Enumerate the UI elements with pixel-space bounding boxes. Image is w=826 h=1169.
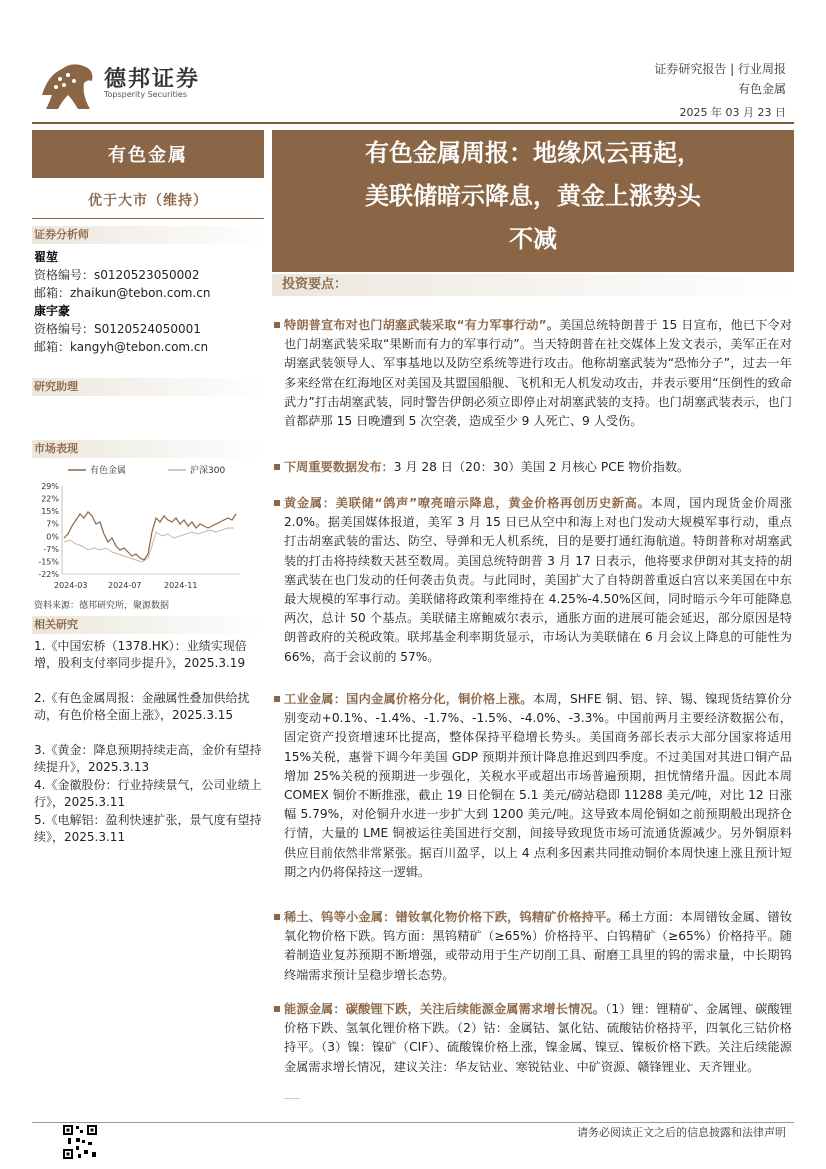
legend-series-1: 有色金属 xyxy=(90,466,127,476)
paragraph-text: 本周，SHFE 铜、铝、锌、锡、镍现货结算价分别变动+0.1%、-1.4%、-1.7%、-1.5%、-4.0%、-3.3%。中国前两月主要经济数据公布，固定资产投资增速环比提高，整体保持平稳增长势头。美国商务部长表示大部分国家将适用 15%关税，惠誉下调今年美国 GDP 预期并预计降息推迟到四季度。不过美国对其进口铜产品增加 25%关税的预期进一步强化，关税水平或超出市场普遍预期，担忧情绪升温。因此本周 COMEX 铜价不断推涨，截止 19 日伦铜在 5.1 美元/磅站稳即 11288 美元/吨，对比 12 日涨幅 5.79%，对伦铜升水进一步扩大到 1200 美元/吨。这导致本周伦铜如之前预期般出现挤仓行情，大量的 LME 铜被运往美国进行交割，间接导致现货市场可流通货源减少。另外铜原料供应目前依然非常紧张。据百川盈孚，以上 4 点利多因素共同推动铜价本周快速上涨且预计短期之内仍将保持这一逻辑。 xyxy=(284,692,792,879)
legend-series-2: 沪深300 xyxy=(190,466,226,476)
qr-code-icon[interactable] xyxy=(62,1124,98,1160)
y-tick: 29% xyxy=(41,482,59,491)
y-tick: 22% xyxy=(41,494,59,504)
assistant-heading: 研究助理 xyxy=(32,378,266,396)
bullet-icon xyxy=(274,914,280,920)
paragraph-lead: 特朗普宣布对也门胡塞武装采取“有力军事行动”。 xyxy=(284,318,560,332)
paragraph-military xyxy=(284,316,792,431)
header-industry: 有色金属 xyxy=(737,82,786,96)
report-date: 2025 年 03 月 23 日 xyxy=(679,106,786,119)
analyst-name: 翟堃 xyxy=(34,250,59,264)
analyst-block-2 xyxy=(34,302,208,356)
paragraph-gold xyxy=(284,494,792,667)
y-axis-ticks xyxy=(38,482,59,579)
rating-label: 优于大市（维持） xyxy=(88,193,208,209)
bullet-icon xyxy=(274,1006,280,1012)
rating-divider xyxy=(32,218,264,219)
related-heading: 相关研究 xyxy=(32,616,266,634)
hs300-line xyxy=(64,528,234,562)
bullet-icon xyxy=(274,696,280,702)
key-points-heading: 投资要点： xyxy=(272,274,794,296)
paragraph-text: （1）锂：锂精矿、金属锂、碳酸锂价格下跌、氢氧化锂价格下跌。（2）钴：金属钴、氯化钴、硫酸钴价格持平，四氧化三钴价格持平。（3）镍：镍矿（CIF）、硫酸镍价格上涨，镍金属、镍豆、镍板价格下跌。关注后续能源金属需求增长情况，建议关注：华友钴业、寒锐钴业、中矿资源、赣锋锂业、天齐锂业。 xyxy=(284,1002,793,1074)
title-line: 不减 xyxy=(509,225,557,253)
paragraph-energy-metals xyxy=(284,1000,792,1077)
paragraph-text: 美国总统特朗普于 15 日宣布，他已下令对也门胡塞武装采取“果断而有力的军事行动”。当天特朗普在社交媒体上发文表示，美军正在对胡塞武装领导人、军事基地以及防空系统等进行攻击。他称胡塞武装为“恐怖分子”，过去一年多来经常在红海地区对美国及其盟国船舰、飞机和无人机发动攻击，并表示要用“压倒性的致命武力”打击胡塞武装，同时警告伊朗必须立即停止对胡塞武装的支持。也门胡塞武装表示，也门首都萨那 15 日晚遭到 5 次空袭，造成至少 9 人死亡、9 人受伤。 xyxy=(284,318,792,429)
y-tick: 15% xyxy=(41,507,59,517)
y-tick: -15% xyxy=(38,557,59,567)
analyst-email[interactable]: 邮箱：kangyh@tebon.com.cn xyxy=(34,340,209,354)
paragraph-data-release xyxy=(284,458,792,477)
paragraph-industrial-metals xyxy=(284,690,792,882)
analyst-block-1 xyxy=(34,248,211,302)
y-tick: -22% xyxy=(38,570,59,579)
paragraph-lead: 下周重要数据发布： xyxy=(284,460,394,474)
bullet-icon xyxy=(274,500,280,506)
paragraph-text: 3 月 28 日（20：30）美国 2 月核心 PCE 物价指数。 xyxy=(393,460,690,474)
related-item[interactable]: 2.《有色金属周报：金融属性叠加供给扰动，有色价格全面上涨》，2025.3.15 xyxy=(34,691,250,722)
paragraph-lead: 稀土、钨等小金属：镨钕氧化物价格下跌，钨精矿价格持平。 xyxy=(284,910,619,924)
paragraph-text: 本周，国内现货金价周涨 2.0%。据美国媒体报道，美军 3 月 15 日已从空中和海上对也门发动大规模军事行动，重点打击胡塞武装的雷达、防空、导弹和无人机系统，目的是要打通红海航道。特朗普称对胡塞武装的打击将持续数天甚至数周。美国总统特朗普 3 月 17 日表示，他将要求伊朗对其支持的胡塞武装在也门发动的任何袭击负责。与此同时，美国扩大了自特朗普重返白宫以来美国在中东最大规模的军事行动。美联储将政策利率维持在 4.25%-4.50%区间，同时暗示今年可能降息两次，总计 50 个基点。美联储主席鲍威尔表示，通胀方面的进展可能会延迟，部分原因是特朗普政府的关税政策。联邦基金利率期货显示，市场认为美联储在 6 月会议上降息的可能性为 66%，高于会议前的 57%。 xyxy=(284,496,792,664)
paragraph-lead: 黄金属：美联储“鸽声”嘹亮暗示降息，黄金价格再创历史新高。 xyxy=(284,496,651,510)
related-item[interactable]: 1.《中国宏桥（1378.HK）：业绩实现倍增，股利支付率同步提升》，2025.3.19 xyxy=(34,639,247,670)
y-tick: -7% xyxy=(43,544,59,554)
paragraph-minor-metals xyxy=(284,908,792,985)
end-mark xyxy=(284,1098,300,1099)
market-performance-chart xyxy=(30,462,266,592)
header-divider xyxy=(32,122,794,124)
sector-badge: 有色金属 xyxy=(32,130,264,178)
logo-text-cn: 德邦证券 xyxy=(104,67,201,92)
bullet-icon xyxy=(274,322,280,328)
related-item[interactable]: 3.《黄金：降息预期持续走高，金价有望持续提升》，2025.3.13 xyxy=(34,743,262,774)
footer-divider xyxy=(32,1122,794,1123)
paragraph-lead: 能源金属：碳酸锂下跌，关注后续能源金属需求增长情况。 xyxy=(284,1002,606,1016)
chart-source: 资料来源：德邦研究所，聚源数据 xyxy=(34,601,170,611)
x-tick: 2024-07 xyxy=(108,581,142,590)
related-item[interactable]: 5.《电解铝：盈利快速扩张，景气度有望持续》，2025.3.11 xyxy=(34,813,262,844)
bullet-icon xyxy=(274,464,280,470)
report-title xyxy=(272,130,794,272)
logo-text-en: Topsperity Securities xyxy=(104,90,188,99)
analyst-cert: 资格编号：S0120524050001 xyxy=(34,322,201,336)
footer-disclaimer: 请务必阅读正文之后的信息披露和法律声明 xyxy=(577,1126,786,1139)
analyst-name: 康宇豪 xyxy=(34,304,71,318)
x-tick: 2024-11 xyxy=(164,581,198,590)
analyst-cert: 资格编号：s0120523050002 xyxy=(34,268,200,282)
paragraph-text: 稀土方面：本周镨钕金属、镨钕氧化物价格下跌。钨方面：黑钨精矿（≥65%）价格持平、白钨精矿（≥65%）价格持平。随着制造业复苏预期不断增强，或带动用于生产切削工具、耐磨工具里的钨的需求量，中长期钨终端需求预计呈稳步增长态势。 xyxy=(284,910,793,982)
analyst-email[interactable]: 邮箱：zhaikun@tebon.com.cn xyxy=(34,286,211,300)
title-line: 美联储暗示降息，黄金上涨势头 xyxy=(365,182,701,210)
company-logo-icon xyxy=(38,55,96,113)
market-heading: 市场表现 xyxy=(32,440,266,458)
related-item[interactable]: 4.《金徽股份：行业持续景气，公司业绩上行》，2025.3.11 xyxy=(34,778,262,809)
analyst-heading: 证券分析师 xyxy=(32,226,266,244)
title-line: 有色金属周报：地缘风云再起， xyxy=(365,139,701,167)
y-tick: 0% xyxy=(46,532,59,542)
paragraph-lead: 工业金属：国内金属价格分化，铜价格上涨。 xyxy=(284,692,533,706)
report-type: 证券研究报告 | 行业周报 xyxy=(654,62,786,76)
y-tick: 7% xyxy=(46,519,59,529)
x-tick: 2024-03 xyxy=(54,581,88,590)
